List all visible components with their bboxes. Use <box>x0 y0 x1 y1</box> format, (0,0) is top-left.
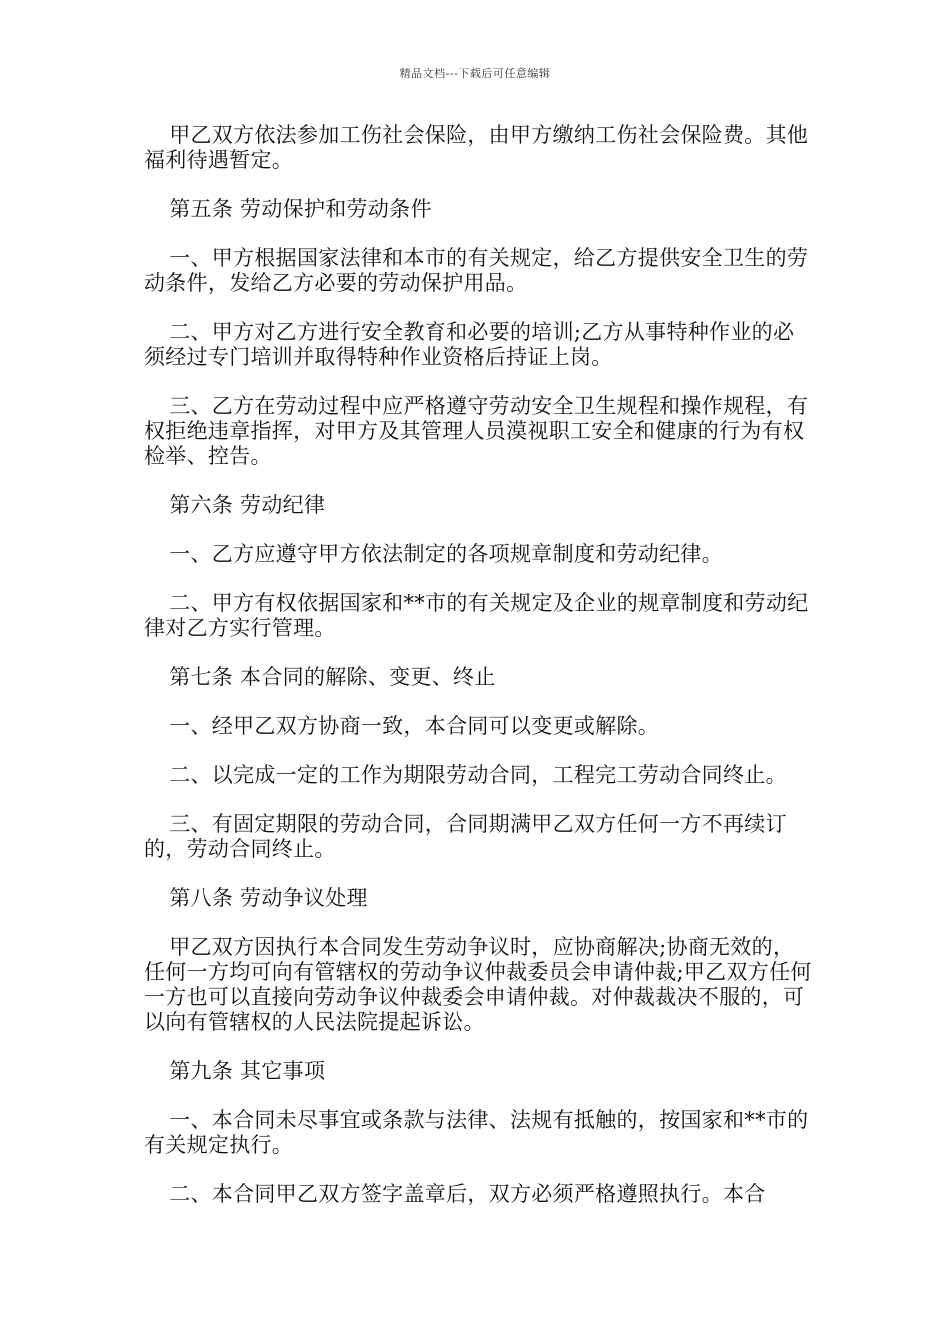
article-6-heading: 第六条 劳动纪律 <box>169 493 326 517</box>
article-6-clause-2: 二、甲方有权依据国家和**市的有关规定及企业的规章制度和劳动纪律对乙方实行管理。 <box>144 591 809 640</box>
paragraph-insurance: 甲乙双方依法参加工伤社会保险，由甲方缴纳工伤社会保险费。其他福利待遇暂定。 <box>144 123 809 172</box>
document-body <box>144 123 814 1231</box>
article-5-heading: 第五条 劳动保护和劳动条件 <box>169 197 432 221</box>
article-5-clause-1: 一、甲方根据国家法律和本市的有关规定，给乙方提供安全卫生的劳动条件，发给乙方必要的劳动保护用品。 <box>144 246 809 295</box>
article-9-clause-1: 一、本合同未尽事宜或条款与法律、法规有抵触的，按国家和**市的有关规定执行。 <box>144 1108 809 1157</box>
article-9-heading: 第九条 其它事项 <box>169 1059 326 1083</box>
article-8-body: 甲乙双方因执行本合同发生劳动争议时，应协商解决;协商无效的，任何一方均可向有管辖权的劳动争议仲裁委员会申请仲裁;甲乙双方任何一方也可以直接向劳动争议仲裁委会申请仲裁。对仲裁裁决不服的，可以向有管辖权的人民法院提起诉讼。 <box>144 935 812 1034</box>
article-7-heading: 第七条 本合同的解除、变更、终止 <box>169 665 496 689</box>
article-5-clause-3: 三、乙方在劳动过程中应严格遵守劳动安全卫生规程和操作规程，有权拒绝违章指挥，对甲方及其管理人员漠视职工安全和健康的行为有权检举、控告。 <box>144 394 809 468</box>
article-9-clause-2: 二、本合同甲乙双方签字盖章后，双方必须严格遵照执行。本合 <box>169 1182 766 1206</box>
article-7-clause-3: 三、有固定期限的劳动合同，合同期满甲乙双方任何一方不再续订的，劳动合同终止。 <box>144 812 787 861</box>
article-6-clause-1: 一、乙方应遵守甲方依法制定的各项规章制度和劳动纪律。 <box>169 542 723 566</box>
article-7-clause-2: 二、以完成一定的工作为期限劳动合同，工程完工劳动合同终止。 <box>169 763 787 787</box>
article-7-clause-1: 一、经甲乙双方协商一致，本合同可以变更或解除。 <box>169 714 660 738</box>
article-5-clause-2: 二、甲方对乙方进行安全教育和必要的培训;乙方从事特种作业的必须经过专门培训并取得特种作业资格后持证上岗。 <box>144 320 795 369</box>
page-header: 精品文档---下载后可任意编辑 <box>399 67 551 80</box>
article-8-heading: 第八条 劳动争议处理 <box>169 886 368 910</box>
